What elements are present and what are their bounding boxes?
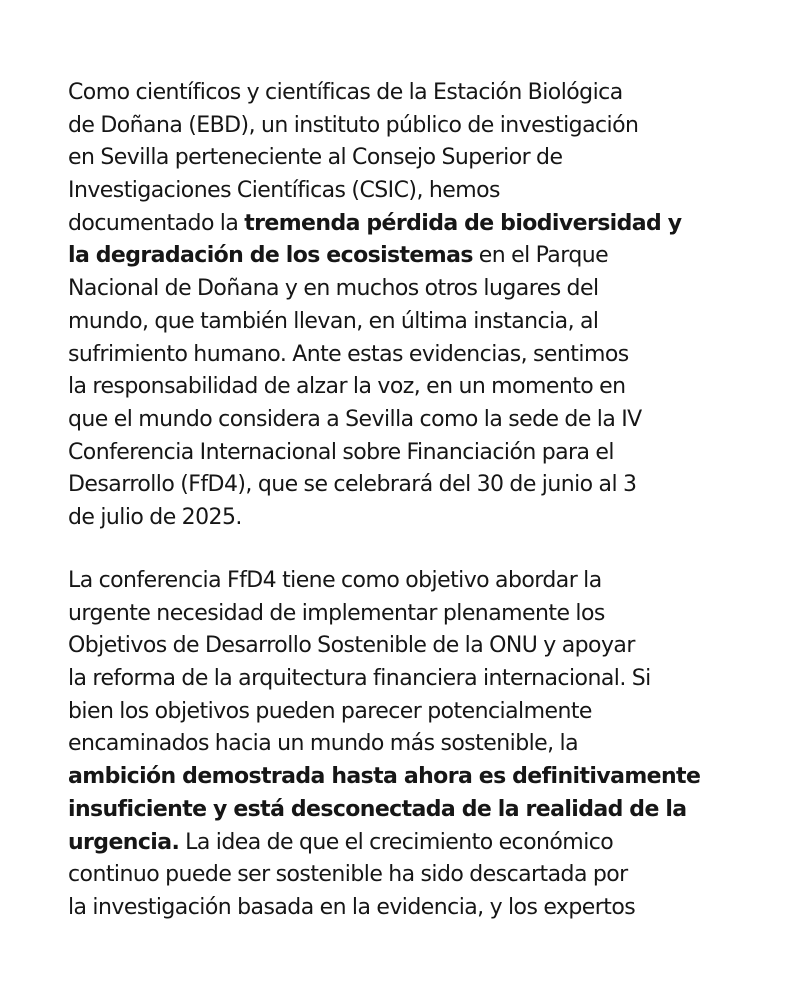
text-line <box>68 142 748 175</box>
text-segment: bien los objetivos pueden parecer potencialmente <box>68 698 592 724</box>
text-segment: La conferencia FfD4 tiene como objetivo abordar la <box>68 568 602 593</box>
paragraph-2 <box>68 565 748 925</box>
text-line <box>68 175 748 208</box>
text-line <box>68 404 748 437</box>
text-segment: Nacional de Doñana y en muchos otros lugares del <box>68 276 599 302</box>
text-line <box>68 892 748 925</box>
text-segment: encaminados hacia un mundo más sostenible, la <box>68 731 579 757</box>
bold-text-segment: tremenda pérdida de biodiversidad y <box>244 210 682 236</box>
text-segment: Objetivos de Desarrollo Sostenible de la ONU y apoyar <box>68 633 635 659</box>
text-line <box>68 565 748 598</box>
text-line <box>68 371 748 404</box>
text-line <box>68 728 748 761</box>
bold-text-segment: ambición demostrada hasta ahora es definitivamente <box>68 764 701 790</box>
text-line <box>68 273 748 306</box>
text-line <box>68 339 748 372</box>
text-line <box>68 240 748 273</box>
text-segment: sufrimiento humano. Ante estas evidencias, sentimos <box>68 341 629 367</box>
text-segment: la reforma de la arquitectura financiera internacional. Si <box>68 666 651 692</box>
text-line <box>68 859 748 892</box>
bold-text-segment: insuficiente y está desconectada de la realidad de la <box>68 796 687 822</box>
text-line <box>68 437 748 470</box>
text-segment: Como científicos y científicas de la Estación Biológica <box>68 80 623 105</box>
text-segment: que el mundo considera a Sevilla como la sede de la IV <box>68 406 642 432</box>
paragraph-1 <box>68 77 748 535</box>
text-line <box>68 502 748 535</box>
text-line <box>68 306 748 339</box>
text-segment: la responsabilidad de alzar la voz, en un momento en <box>68 374 626 400</box>
text-line <box>68 469 748 502</box>
text-segment: la investigación basada en la evidencia, y los expertos <box>68 894 636 920</box>
text-segment: de julio de 2025. <box>68 504 242 530</box>
text-segment: Conferencia Internacional sobre Financiación para el <box>68 439 614 465</box>
text-line <box>68 663 748 696</box>
text-line <box>68 794 748 827</box>
text-line <box>68 77 748 110</box>
bold-text-segment: urgencia. <box>68 829 180 855</box>
text-segment: en Sevilla perteneciente al Consejo Superior de <box>68 145 563 171</box>
text-segment: Desarrollo (FfD4), que se celebrará del 30 de junio al 3 <box>68 472 637 498</box>
text-segment: mundo, que también llevan, en última instancia, al <box>68 308 599 334</box>
text-segment: La idea de que el crecimiento económico <box>179 829 614 855</box>
text-line <box>68 761 748 794</box>
text-segment: en el Parque <box>472 243 609 269</box>
text-segment: de Doñana (EBD), un instituto público de investigación <box>68 112 639 138</box>
bold-text-segment: la degradación de los ecosistemas <box>68 243 473 269</box>
text-segment: Investigaciones Científicas (CSIC), hemos <box>68 178 500 204</box>
text-line <box>68 598 748 631</box>
text-line <box>68 696 748 729</box>
text-segment: urgente necesidad de implementar plenamente los <box>68 600 605 626</box>
text-segment: continuo puede ser sostenible ha sido descartada por <box>68 862 628 888</box>
text-segment: documentado la <box>68 210 245 236</box>
text-line <box>68 827 748 860</box>
text-line <box>68 630 748 663</box>
text-line <box>68 110 748 143</box>
text-line <box>68 208 748 241</box>
